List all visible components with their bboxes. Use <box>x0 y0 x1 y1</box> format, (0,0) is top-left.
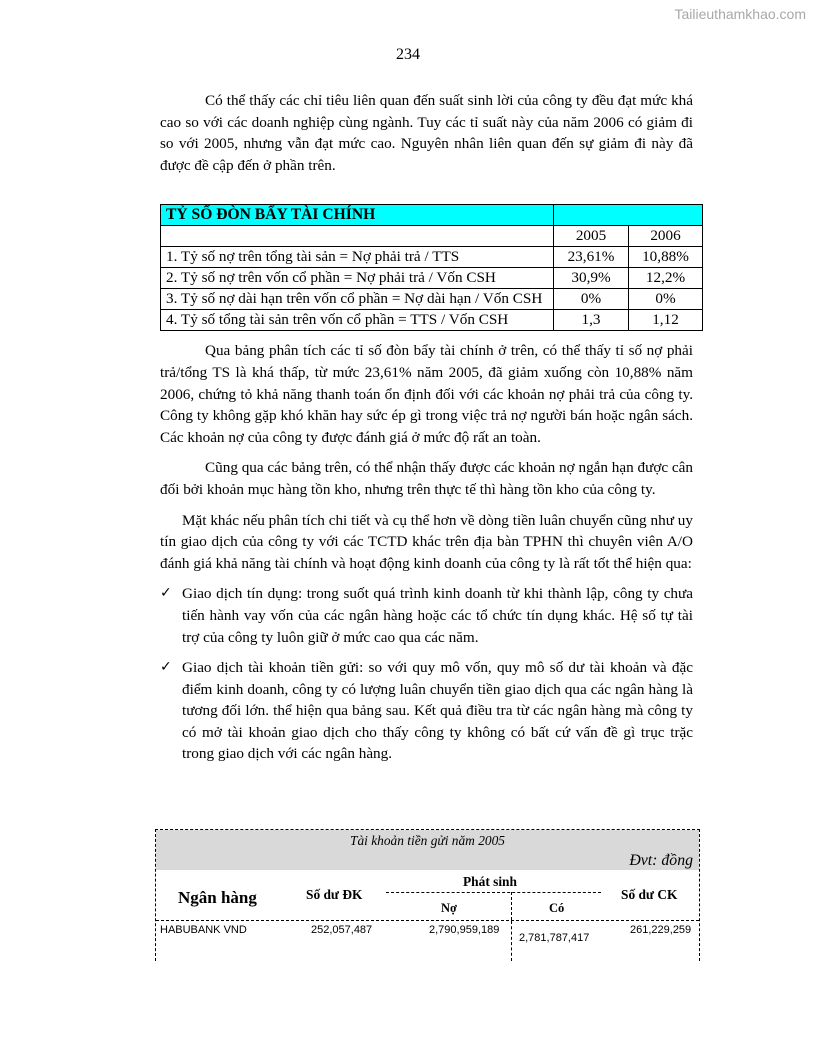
deposit-table-unit: Đvt: đồng <box>629 852 693 869</box>
header-closing-balance: Số dư CK <box>621 887 678 902</box>
deposit-account-table <box>155 829 700 961</box>
cell-bank: HABUBANK VND <box>160 924 247 936</box>
bullet-list <box>160 583 693 765</box>
cell-credit: 2,781,787,417 <box>519 932 590 944</box>
checkmark-icon: ✓ <box>160 585 172 602</box>
document-body <box>160 90 693 765</box>
year-header-2005: 2005 <box>554 226 629 247</box>
checkmark-icon: ✓ <box>160 659 172 676</box>
header-divider <box>511 892 512 920</box>
cell-opening-balance: 252,057,487 <box>311 924 373 936</box>
table-row <box>161 289 703 310</box>
paragraph-leverage-analysis: Qua bảng phân tích các tỉ số đòn bẩy tài chính ở trên, có thể thấy tỉ số nợ phải trả/tổng TS là khá thấp, từ mức 23,61% năm 2005, đã giảm xuống còn 10,88% năm 2006, chứng tỏ khả năng thanh toán ổn định đối với các khoản nợ phải trả của công ty. Công ty không gặp khó khăn hay sức ép gì trong việc trả nợ người bán hoặc ngân sách. Các khoản nợ của công ty được đánh giá ở mức độ rất an toàn. <box>160 342 693 446</box>
ratio-value-2006: 0% <box>629 289 703 310</box>
ratio-label: 2. Tỷ số nợ trên vốn cổ phần = Nợ phải trả / Vốn CSH <box>161 268 554 289</box>
table-row <box>161 268 703 289</box>
ratio-value-2006: 12,2% <box>629 268 703 289</box>
deposit-table-header-band <box>156 830 699 870</box>
header-generated: Phát sinh <box>463 874 517 889</box>
list-item <box>160 583 693 648</box>
ratio-table-title: TỶ SỐ ĐÒN BẨY TÀI CHÍNH <box>161 205 554 226</box>
paragraph-short-term-debt: Cũng qua các bảng trên, có thể nhận thấy được các khoản nợ ngắn hạn được cân đối bởi khoản mục hàng tồn kho, nhưng trên thực tế thì hàng tồn kho của công ty. <box>160 459 693 498</box>
table-row <box>161 247 703 268</box>
intro-paragraph: Có thể thấy các chỉ tiêu liên quan đến suất sinh lời của công ty đều đạt mức khá cao so với các doanh nghiệp cùng ngành. Tuy các tỉ suất này của năm 2006 có giảm đi so với 2005, nhưng vẫn đạt mức cao. Nguyên nhân liên quan đến sự giảm đi này đã được đề cập đến ở phần trên. <box>160 92 693 174</box>
deposit-table-title: Tài khoản tiền gửi năm 2005 <box>350 833 505 848</box>
ratio-value-2005: 0% <box>554 289 629 310</box>
ratio-table-title-blank <box>554 205 703 226</box>
ratio-label: 4. Tỷ số tổng tài sản trên vốn cổ phần = TTS / Vốn CSH <box>161 310 554 331</box>
bullet-text: Giao dịch tín dụng: trong suốt quá trình kinh doanh từ khi thành lập, công ty chưa tiến hành vay vốn của các ngân hàng hoặc các tổ chức tín dụng khác. Hệ số tự tài trợ của công ty luôn giữ ở mức cao qua các năm. <box>182 585 693 646</box>
ratio-label: 3. Tỷ số nợ dài hạn trên vốn cổ phần = Nợ dài hạn / Vốn CSH <box>161 289 554 310</box>
ratio-label: 1. Tỷ số nợ trên tổng tài sản = Nợ phải trả / TTS <box>161 247 554 268</box>
list-item <box>160 657 693 765</box>
header-debit: Nợ <box>441 901 457 915</box>
watermark: Tailieuthamkhao.com <box>674 6 806 22</box>
header-credit: Có <box>549 901 565 915</box>
row-divider <box>511 921 512 961</box>
leverage-ratio-table <box>160 204 703 331</box>
ratio-value-2005: 1,3 <box>554 310 629 331</box>
ratio-value-2006: 10,88% <box>629 247 703 268</box>
bullet-text: Giao dịch tài khoản tiền gửi: so với quy mô vốn, quy mô số dư tài khoản và đặc điểm kinh doanh, công ty có lượng luân chuyển tiền giao dịch qua các ngân hàng là tương đối lớn. thể hiện qua bảng sau. Kết quả điều tra từ các ngân hàng mà công ty có mở tài khoản giao dịch cho thấy công ty không có bất cứ vấn đề gì trục trặc trong giao dịch với các ngân hàng. <box>182 659 693 763</box>
year-header-blank <box>161 226 554 247</box>
header-bank: Ngân hàng <box>178 888 257 907</box>
cell-debit: 2,790,959,189 <box>429 924 500 936</box>
ratio-value-2005: 30,9% <box>554 268 629 289</box>
table-row <box>156 921 699 961</box>
header-opening-balance: Số dư ĐK <box>306 887 363 902</box>
year-header-2006: 2006 <box>629 226 703 247</box>
page-number: 234 <box>396 46 420 63</box>
deposit-column-headers <box>156 870 699 921</box>
header-divider <box>386 892 601 893</box>
ratio-value-2006: 1,12 <box>629 310 703 331</box>
paragraph-cash-flow: Mặt khác nếu phân tích chi tiết và cụ thể hơn về dòng tiền luân chuyển cũng như uy tín giao dịch của công ty với các TCTD khác trên địa bàn TPHN thì chuyên viên A/O đánh giá khả năng tài chính và hoạt động kinh doanh của công ty là rất tốt thể hiện qua: <box>160 511 693 572</box>
cell-closing-balance: 261,229,259 <box>630 924 692 936</box>
ratio-value-2005: 23,61% <box>554 247 629 268</box>
table-row <box>161 310 703 331</box>
